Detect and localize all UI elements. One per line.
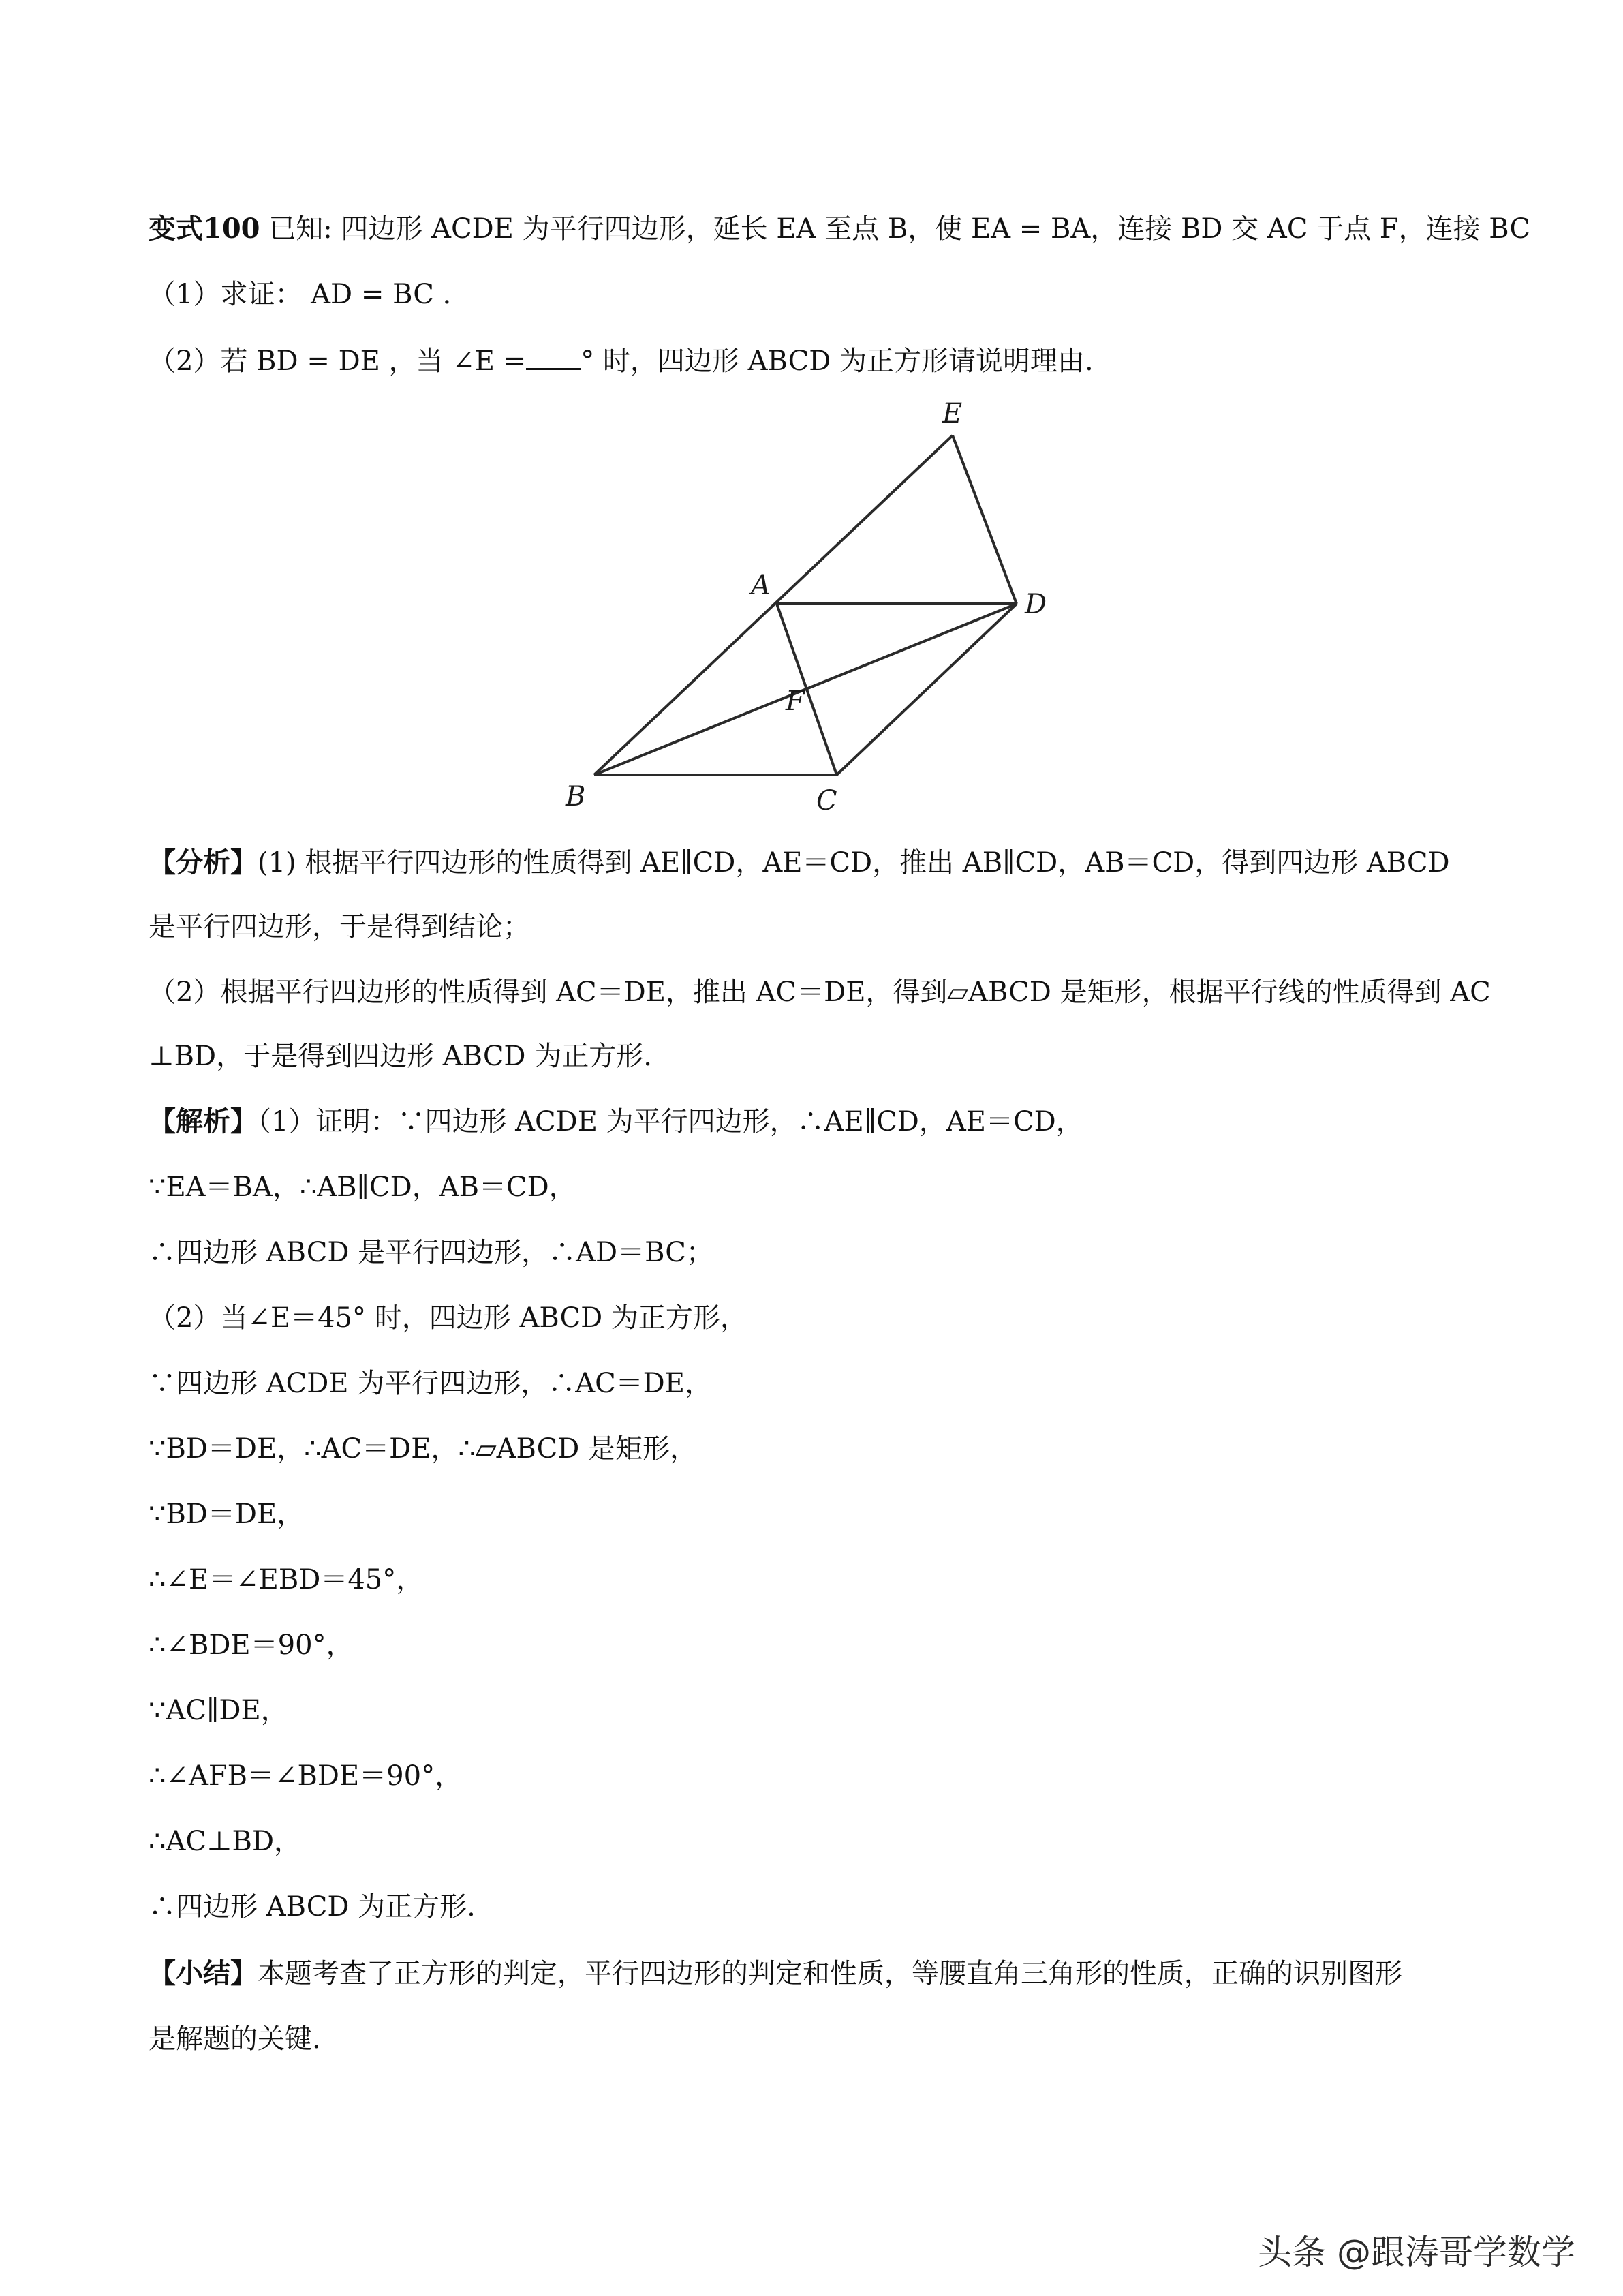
solution-line-3: ∴四边形 ABCD 是平行四边形，∴AD＝BC； <box>149 1237 713 1268</box>
solution-line-2: ∵EA＝BA，∴AB∥CD，AB＝CD， <box>149 1172 576 1203</box>
problem-text: 已知: 四边形 ACDE 为平行四边形，延长 EA 至点 B，使 EA = BA，连接 BD 交 AC 于点 F，连接 BC <box>268 213 1530 245</box>
segment-BD <box>594 604 1017 775</box>
segment-ED <box>953 435 1017 604</box>
question-2-suffix: ° 时，四边形 ABCD 为正方形请说明理由. <box>581 346 1094 377</box>
segment-CD <box>837 604 1017 775</box>
summary-text-1: 本题考查了正方形的判定，平行四边形的判定和性质，等腰直角三角形的性质，正确的识别图形 <box>258 1958 1402 1989</box>
analysis-text-1: (1) 根据平行四边形的性质得到 AE∥CD，AE＝CD，推出 AB∥CD，AB＝CD，得到四边形 ABCD <box>258 847 1450 878</box>
solution-line-10: ∵AC∥DE， <box>149 1695 288 1726</box>
analysis-line-1 <box>149 842 1514 883</box>
label-B: B <box>566 781 586 812</box>
answer-blank <box>526 345 581 370</box>
solution-line-12: ∴AC⊥BD， <box>149 1826 302 1857</box>
summary-line-2: 是解题的关键. <box>149 2023 321 2055</box>
watermark: 头条 @跟涛哥学数学 <box>1258 2233 1575 2272</box>
geometry-figure <box>559 388 1077 825</box>
label-E: E <box>942 398 963 429</box>
label-C: C <box>816 785 837 816</box>
summary-label: 【小结】 <box>149 1957 258 1989</box>
solution-label: 【解析】 <box>149 1105 258 1137</box>
solution-line-9: ∴∠BDE＝90°， <box>149 1629 354 1661</box>
analysis-label: 【分析】 <box>149 846 258 878</box>
solution-text-1: （1）证明：∵四边形 ACDE 为平行四边形，∴AE∥CD，AE＝CD， <box>258 1106 1083 1137</box>
solution-line-5: ∵四边形 ACDE 为平行四边形，∴AC＝DE， <box>149 1368 712 1399</box>
solution-line-4: （2）当∠E＝45° 时，四边形 ABCD 为正方形， <box>149 1302 747 1334</box>
solution-line-13: ∴四边形 ABCD 为正方形. <box>149 1891 476 1923</box>
analysis-line-3: （2）根据平行四边形的性质得到 AC＝DE，推出 AC＝DE，得到▱ABCD 是矩形，根据平行线的性质得到 AC <box>149 977 1491 1008</box>
analysis-line-4: ⊥BD，于是得到四边形 ABCD 为正方形. <box>149 1041 652 1072</box>
label-D: D <box>1025 589 1047 620</box>
summary-line-1 <box>149 1953 1514 1994</box>
solution-line-6: ∵BD＝DE，∴AC＝DE，∴▱ABCD 是矩形， <box>149 1433 698 1465</box>
question-2-prefix: （2）若 BD = DE ，当 ∠E = <box>149 346 527 377</box>
problem-title: 变式100 <box>149 213 260 245</box>
problem-statement <box>149 209 1530 249</box>
solution-line-8: ∴∠E＝∠EBD＝45°， <box>149 1564 424 1595</box>
label-A: A <box>751 570 771 601</box>
question-2 <box>149 341 1514 382</box>
label-F: F <box>786 686 805 717</box>
question-1: （1）求证： AD = BC . <box>149 279 452 310</box>
solution-line-11: ∴∠AFB＝∠BDE＝90°， <box>149 1760 463 1792</box>
analysis-line-2: 是平行四边形，于是得到结论； <box>149 911 530 943</box>
solution-line-1 <box>149 1101 1514 1142</box>
solution-line-7: ∵BD＝DE， <box>149 1499 305 1530</box>
